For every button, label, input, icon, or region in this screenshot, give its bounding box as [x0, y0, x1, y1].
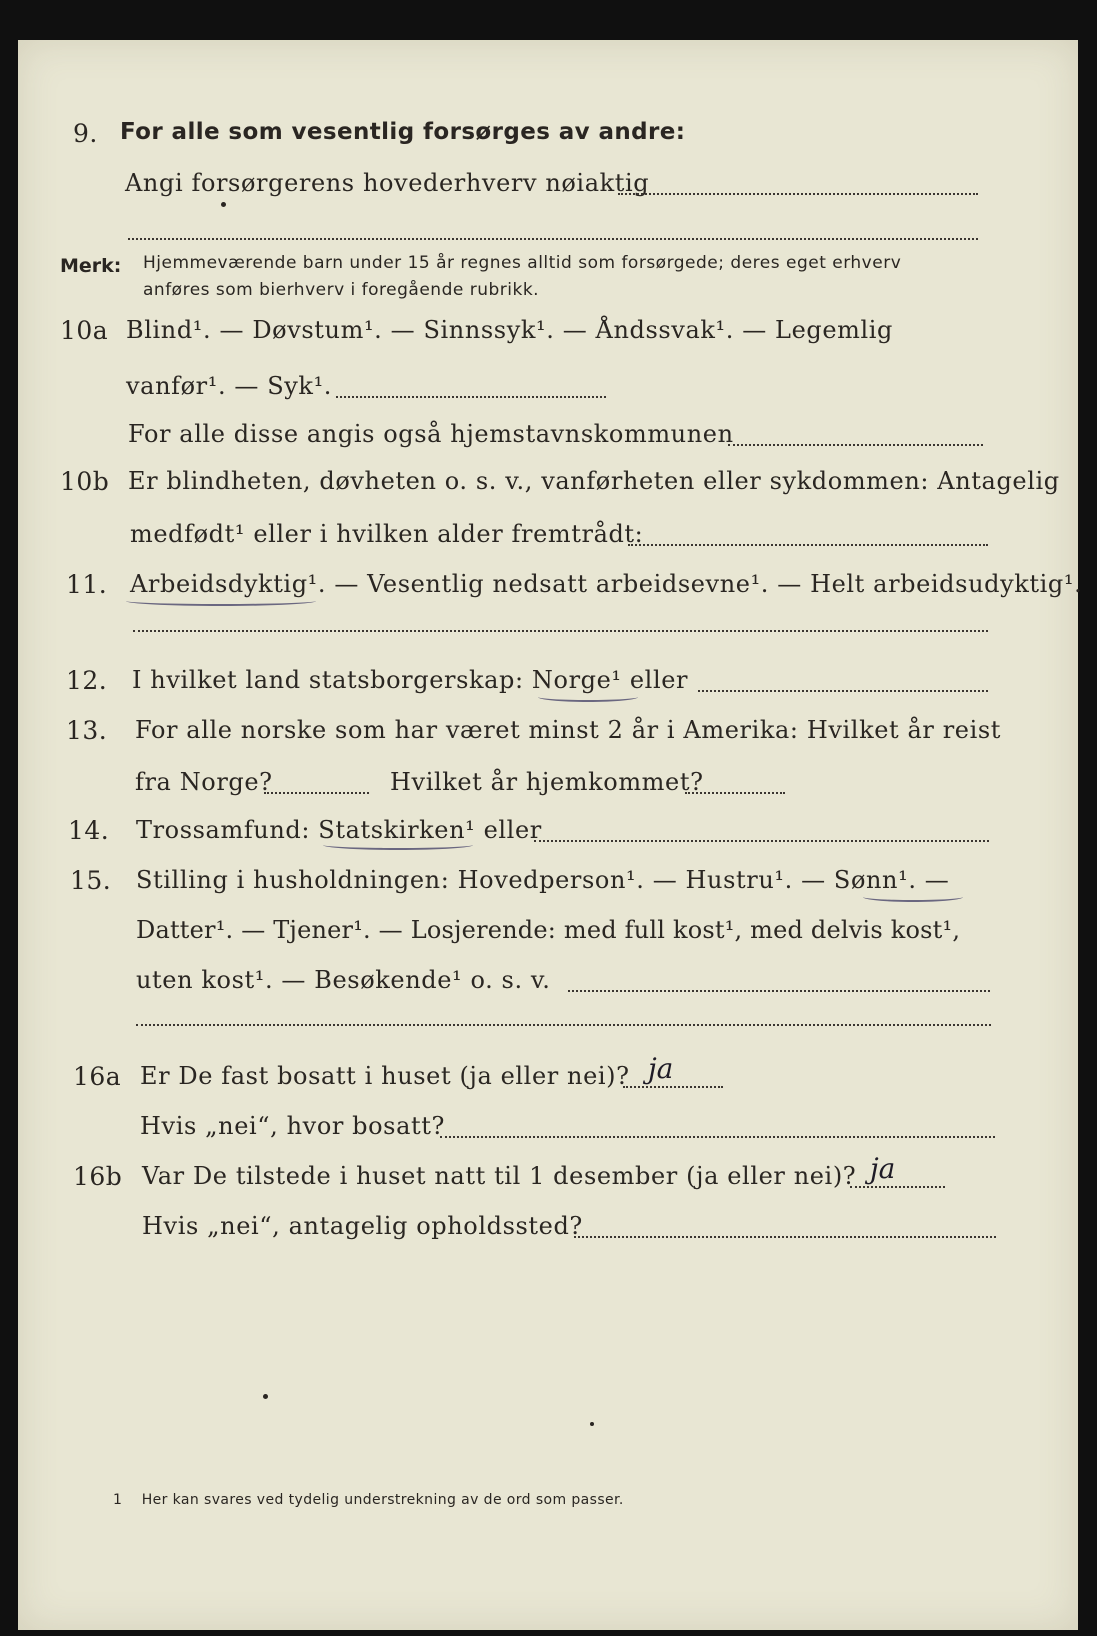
question-number: 13. — [66, 716, 108, 745]
ink-speck — [263, 1394, 268, 1399]
question-13 — [18, 712, 1078, 752]
question-text: Er De fast bosatt i huset (ja eller nei)? — [140, 1062, 630, 1090]
handwritten-answer: ja — [870, 1152, 896, 1185]
question-number: 12. — [66, 666, 108, 695]
question-text: For alle norske som har været minst 2 år i Amerika: Hvilket år reist — [135, 716, 1002, 744]
question-10a — [18, 312, 1078, 352]
answer-line — [698, 690, 988, 692]
answer-line — [440, 1136, 995, 1138]
question-16a — [18, 1058, 1078, 1098]
question-text: Blind¹. — Døvstum¹. — Sinnssyk¹. — Åndssvak¹. — Legemlig — [126, 316, 894, 344]
handwritten-underline — [863, 892, 963, 902]
handwritten-underline — [323, 840, 473, 850]
question-text: Var De tilstede i huset natt til 1 desember (ja eller nei)? — [142, 1162, 857, 1190]
question-text: Er blindheten, døvheten o. s. v., vanførheten eller sykdommen: Antagelig — [128, 467, 1060, 495]
answer-line — [568, 990, 990, 992]
question-text: Stilling i husholdningen: Hovedperson¹. — Hustru¹. — Sønn¹. — — [136, 866, 950, 894]
question-15-line-3 — [18, 962, 1078, 1002]
question-13-line-2 — [18, 764, 1078, 804]
handwritten-underline — [538, 692, 638, 702]
question-number: 10b — [60, 467, 110, 496]
question-text: Arbeidsdyktig¹. — Vesentlig nedsatt arbeidsevne¹. — Helt arbeidsudyktig¹. — [130, 570, 1083, 598]
handwritten-underline — [126, 596, 316, 606]
answer-line — [264, 792, 369, 794]
answer-line — [534, 840, 989, 842]
question-text: For alle som vesentlig forsørges av andre: — [120, 119, 686, 145]
question-text: Hvis „nei“, hvor bosatt? — [140, 1112, 445, 1140]
answer-line — [336, 396, 606, 398]
question-14 — [18, 812, 1078, 852]
question-number: 16a — [73, 1062, 122, 1091]
question-9 — [18, 115, 1078, 155]
question-16b — [18, 1158, 1078, 1198]
question-text: vanfør¹. — Syk¹. — [126, 372, 333, 400]
census-form-page — [18, 40, 1083, 1630]
answer-line — [623, 1086, 723, 1088]
footnote — [113, 1492, 624, 1508]
question-number: 10a — [60, 316, 109, 345]
note-text: Hjemmeværende barn under 15 år regnes alltid som forsørgede; deres eget erhverv — [143, 253, 902, 273]
question-text: I hvilket land statsborgerskap: Norge¹ eller — [132, 666, 689, 694]
answer-line — [618, 193, 978, 195]
note-label: Merk: — [60, 255, 122, 277]
question-text: Datter¹. — Tjener¹. — Losjerende: med full kost¹, med delvis kost¹, — [136, 916, 961, 944]
question-text: For alle disse angis også hjemstavnskommunen — [128, 420, 734, 448]
question-number: 14. — [68, 816, 110, 845]
answer-line — [628, 544, 988, 546]
question-16b-line-2 — [18, 1208, 1078, 1248]
question-10b — [18, 463, 1078, 503]
question-9-line-2 — [18, 165, 1078, 205]
ink-speck — [590, 1422, 594, 1426]
answer-line — [728, 444, 983, 446]
answer-line — [128, 238, 978, 240]
answer-line — [136, 1024, 991, 1026]
question-text: fra Norge? — [135, 768, 273, 796]
question-10a-line-3 — [18, 416, 1078, 456]
question-16a-line-2 — [18, 1108, 1078, 1148]
answer-line — [133, 630, 988, 632]
question-text: Hvis „nei“, antagelig opholdssted? — [142, 1212, 583, 1240]
question-number: 11. — [66, 570, 108, 599]
question-number: 16b — [73, 1162, 123, 1191]
question-number: 15. — [70, 866, 112, 895]
question-text: Trossamfund: Statskirken¹ eller — [136, 816, 542, 844]
question-text: uten kost¹. — Besøkende¹ o. s. v. — [136, 966, 551, 994]
question-10a-line-2 — [18, 368, 1078, 408]
note-text: anføres som bierhverv i foregående rubrikk. — [143, 280, 540, 300]
footnote-text: Her kan svares ved tydelig understrekning av de ord som passer. — [141, 1492, 624, 1508]
answer-line — [685, 792, 785, 794]
question-number: 9. — [73, 119, 98, 148]
question-text: Hvilket år hjemkommet? — [390, 768, 704, 796]
question-15-line-2 — [18, 912, 1078, 952]
ink-speck — [221, 202, 226, 207]
question-10b-line-2 — [18, 516, 1078, 556]
answer-line — [574, 1236, 996, 1238]
footnote-marker: 1 — [113, 1492, 123, 1508]
question-text: medfødt¹ eller i hvilken alder fremtrådt: — [130, 520, 644, 548]
handwritten-answer: ja — [648, 1052, 674, 1085]
answer-line — [850, 1186, 945, 1188]
question-text: Angi forsørgerens hovederhverv nøiaktig — [125, 169, 650, 197]
